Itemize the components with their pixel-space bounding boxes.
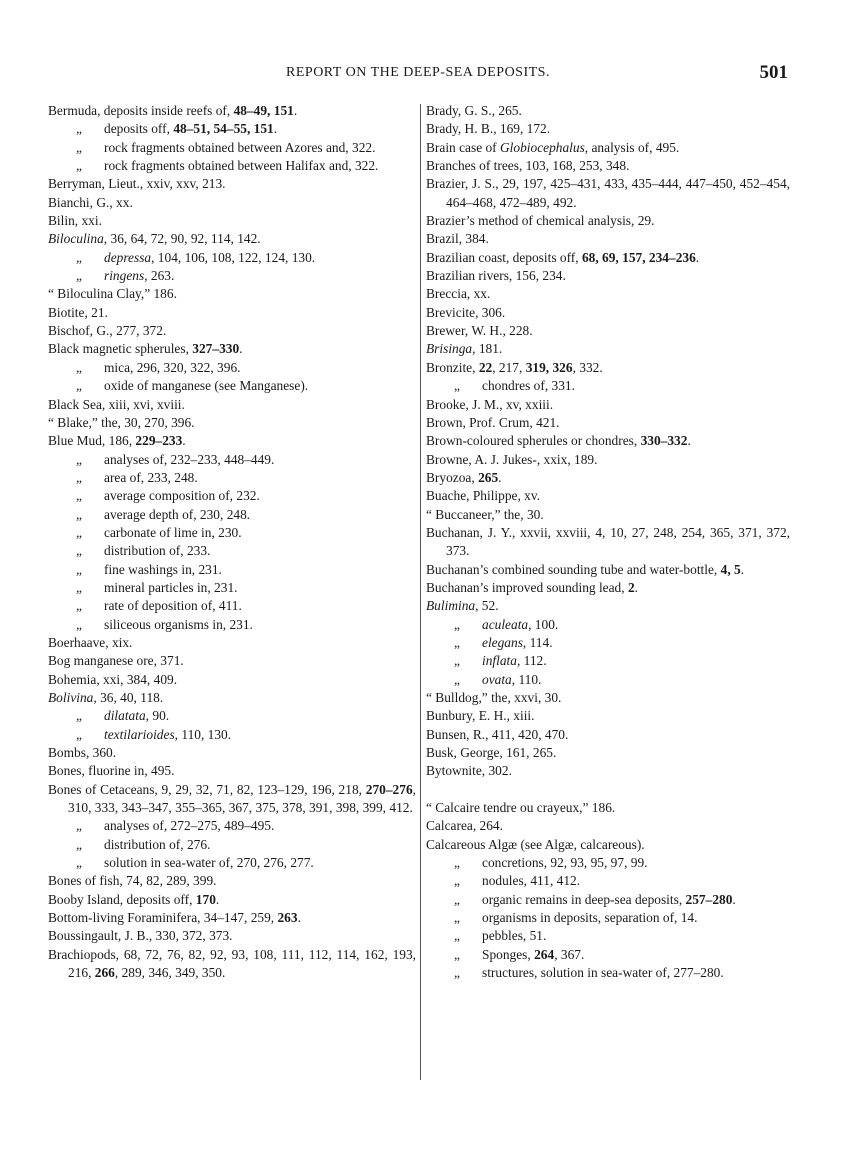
entry-bold-pages: 270–276	[365, 781, 413, 797]
index-subentry	[48, 249, 416, 267]
entry-text: Brevicite, 306.	[426, 304, 506, 320]
index-subentry	[48, 542, 416, 560]
ditto-mark: „	[454, 634, 460, 650]
index-entry	[48, 340, 416, 358]
entry-text: , 110, 130.	[174, 726, 232, 742]
entry-text: fine washings in, 231.	[104, 561, 222, 577]
index-entry	[426, 726, 790, 744]
index-subentry	[426, 927, 790, 945]
entry-text: , analysis of, 495.	[584, 139, 680, 155]
entry-text: deposits off,	[104, 121, 174, 137]
entry-text: , 114.	[522, 634, 553, 650]
ditto-mark: „	[76, 579, 82, 595]
index-subentry	[48, 139, 416, 157]
entry-text: , 104, 106, 108, 122, 124, 130.	[151, 249, 316, 265]
index-entry	[48, 652, 416, 670]
index-entry	[426, 102, 790, 120]
ditto-mark: „	[76, 158, 82, 174]
index-subentry	[48, 726, 416, 744]
entry-text: Brown-coloured spherules or chondres,	[426, 433, 641, 449]
entry-text: Brain case of	[426, 139, 500, 155]
ditto-mark: „	[76, 818, 82, 834]
entry-text: “ Bulldog,” the, xxvi, 30.	[426, 690, 562, 705]
index-entry	[48, 285, 416, 303]
entry-text: Browne, A. J. Jukes-, xxix, 189.	[426, 451, 598, 467]
entry-text: nodules, 411, 412.	[482, 873, 581, 889]
entry-text: organic remains in deep-sea deposits,	[482, 891, 686, 907]
ditto-mark: „	[454, 946, 460, 962]
entry-text: oxide of manganese (see Manganese).	[104, 378, 309, 394]
entry-text: structures, solution in sea-water of, 277–280.	[482, 965, 724, 981]
entry-text: .	[297, 910, 301, 926]
entry-text: , 310, 333, 343–347, 355–365, 367, 375, 378, 391, 398, 399, 412.	[68, 781, 416, 816]
entry-text: Brachiopods, 68, 72, 76, 82, 92, 93, 108, 111, 112, 114, 162, 193, 216,	[48, 946, 416, 981]
entry-text: .	[239, 341, 243, 357]
index-entry	[426, 597, 790, 615]
ditto-mark: „	[76, 268, 82, 284]
entry-text: pebbles, 51.	[482, 928, 547, 944]
index-subentry	[426, 964, 790, 982]
index-subentry	[48, 597, 416, 615]
index-subentry	[426, 377, 790, 395]
entry-text: , 100.	[528, 616, 559, 632]
ditto-mark: „	[76, 708, 82, 724]
index-entry	[426, 762, 790, 780]
index-subentry	[426, 872, 790, 890]
entry-text: , 36, 40, 118.	[93, 690, 164, 705]
index-entry	[426, 120, 790, 138]
entry-text: Bottom-living Foraminifera, 34–147, 259,	[48, 910, 278, 926]
entry-text: distribution of, 276.	[104, 836, 211, 852]
entry-text: Bombs, 360.	[48, 745, 117, 761]
entry-bold-pages: 170	[195, 891, 216, 907]
entry-text: rock fragments obtained between Halifax and, 322.	[104, 158, 379, 174]
index-subentry	[48, 524, 416, 542]
entry-bold-pages: 265	[478, 469, 499, 485]
index-entry	[426, 506, 790, 524]
entry-text: siliceous organisms in, 231.	[104, 616, 253, 632]
entry-bold-pages: 319, 326	[525, 359, 573, 375]
entry-text: Brady, G. S., 265.	[426, 103, 522, 118]
page-number: 501	[759, 62, 788, 83]
entry-text: Bones of Cetaceans, 9, 29, 32, 71, 82, 123–129, 196, 218,	[48, 781, 366, 797]
entry-text: distribution of, 233.	[104, 543, 211, 559]
entry-text: Brazier’s method of chemical analysis, 29.	[426, 213, 655, 229]
entry-text: , 52.	[475, 598, 499, 614]
entry-text: , 36, 64, 72, 90, 92, 114, 142.	[103, 231, 261, 247]
index-entry	[426, 157, 790, 175]
entry-text: Brazil, 384.	[426, 231, 489, 247]
entry-text: “ Buccaneer,” the, 30.	[426, 506, 544, 522]
index-subentry	[426, 634, 790, 652]
entry-italic: depressa	[104, 249, 152, 265]
ditto-mark: „	[76, 836, 82, 852]
entry-text: solution in sea-water of, 270, 276, 277.	[104, 855, 314, 871]
index-entry	[426, 212, 790, 230]
entry-text: .	[740, 561, 745, 577]
entry-text: Berryman, Lieut., xxiv, xxv, 213.	[48, 176, 226, 192]
index-entry	[48, 946, 416, 983]
entry-text: Busk, George, 161, 265.	[426, 745, 557, 761]
entry-text: Brewer, W. H., 228.	[426, 323, 533, 339]
entry-text: organisms in deposits, separation of, 14.	[482, 910, 698, 926]
entry-text: concretions, 92, 93, 95, 97, 99.	[482, 855, 648, 871]
index-subentry	[426, 891, 790, 909]
index-subentry	[48, 579, 416, 597]
entry-text: Brazilian coast, deposits off,	[426, 249, 582, 265]
entry-text: .	[215, 891, 220, 907]
entry-bold-pages: 266	[94, 965, 115, 981]
entry-text: Black magnetic spherules,	[48, 341, 193, 357]
entry-text: , 289, 346, 349, 350.	[114, 965, 226, 981]
ditto-mark: „	[76, 469, 82, 485]
index-subentry	[48, 120, 416, 138]
entry-text: Brown, Prof. Crum, 421.	[426, 414, 560, 430]
ditto-mark: „	[454, 891, 460, 907]
entry-text: Bunbury, E. H., xiii.	[426, 708, 535, 724]
entry-italic: Biloculina	[48, 231, 104, 247]
index-subentry	[426, 946, 790, 964]
index-entry	[426, 469, 790, 487]
entry-text: .	[634, 579, 639, 595]
index-entry	[426, 744, 790, 762]
entry-text: Brady, H. B., 169, 172.	[426, 121, 551, 137]
index-entry	[48, 634, 416, 652]
entry-text: area of, 233, 248.	[104, 469, 198, 485]
ditto-mark: „	[76, 378, 82, 394]
ditto-mark: „	[76, 726, 82, 742]
entry-text: mineral particles in, 231.	[104, 579, 238, 595]
entry-text: mica, 296, 320, 322, 396.	[104, 359, 241, 375]
entry-text: Bronzite,	[426, 359, 479, 375]
index-entry	[426, 487, 790, 505]
running-head: REPORT ON THE DEEP-SEA DEPOSITS.	[286, 65, 550, 80]
index-entry	[48, 194, 416, 212]
entry-italic: ovata	[482, 671, 512, 687]
entry-text: .	[498, 469, 502, 485]
entry-text: Bryozoa,	[426, 469, 479, 485]
entry-text: rock fragments obtained between Azores and, 322.	[104, 139, 376, 155]
ditto-mark: „	[76, 598, 82, 614]
index-entry	[426, 285, 790, 303]
entry-italic: aculeata	[482, 616, 529, 632]
entry-bold-pages: 264	[534, 946, 555, 962]
entry-text: Black Sea, xiii, xvi, xviii.	[48, 396, 185, 412]
ditto-mark: „	[454, 616, 460, 632]
ditto-mark: „	[76, 506, 82, 522]
index-entry	[48, 304, 416, 322]
entry-text: Calcarea, 264.	[426, 818, 503, 834]
ditto-mark: „	[454, 873, 460, 889]
entry-text: , 90.	[145, 708, 170, 724]
entry-italic: Brisinga	[426, 341, 473, 357]
index-entry	[426, 267, 790, 285]
index-entry	[48, 927, 416, 945]
index-entry	[48, 230, 416, 248]
entry-text: , 217,	[492, 359, 526, 375]
entry-bold-pages: 48–49, 151	[233, 103, 294, 118]
index-entry	[426, 175, 790, 212]
entry-text: , 112.	[516, 653, 547, 669]
index-entry	[48, 909, 416, 927]
index-subentry	[48, 469, 416, 487]
entry-text: analyses of, 232–233, 448–449.	[104, 451, 275, 467]
ditto-mark: „	[454, 928, 460, 944]
index-entry	[48, 396, 416, 414]
ditto-mark: „	[76, 121, 82, 137]
index-entry	[48, 432, 416, 450]
index-entry	[48, 689, 416, 707]
ditto-mark: „	[454, 378, 460, 394]
index-entry	[48, 762, 416, 780]
index-entry	[426, 396, 790, 414]
index-entry	[426, 340, 790, 358]
index-entry	[426, 689, 790, 707]
entry-text: Boussingault, J. B., 330, 372, 373.	[48, 928, 233, 944]
column-divider	[420, 104, 421, 1080]
entry-text: Buchanan’s improved sounding lead,	[426, 579, 628, 595]
entry-text: Breccia, xx.	[426, 286, 491, 302]
index-entry	[426, 304, 790, 322]
entry-text: Bones of fish, 74, 82, 289, 399.	[48, 873, 217, 889]
index-entry	[48, 872, 416, 890]
index-entry	[426, 414, 790, 432]
index-entry	[426, 322, 790, 340]
entry-bold-pages: 229–233	[135, 433, 183, 449]
entry-text: Buache, Philippe, xv.	[426, 488, 541, 504]
index-subentry	[48, 561, 416, 579]
index-entry	[426, 836, 790, 854]
entry-text: .	[687, 433, 691, 449]
page-header	[48, 62, 788, 86]
index-entry	[426, 817, 790, 835]
index-entry	[48, 414, 416, 432]
index-subentry	[48, 451, 416, 469]
entry-text: rate of deposition of, 411.	[104, 598, 242, 614]
index-entry	[426, 579, 790, 597]
ditto-mark: „	[76, 543, 82, 559]
index-entry	[48, 102, 416, 120]
entry-text: .	[273, 121, 278, 137]
entry-italic: textilarioides	[104, 726, 175, 742]
entry-text: chondres of, 331.	[482, 378, 575, 394]
index-entry	[426, 359, 790, 377]
entry-text: Buchanan, J. Y., xxvii, xxviii, 4, 10, 27, 248, 254, 365, 371, 372, 373.	[426, 524, 790, 559]
entry-text: Bones, fluorine in, 495.	[48, 763, 175, 779]
index-subentry	[48, 359, 416, 377]
entry-italic: ringens	[104, 268, 145, 284]
ditto-mark: „	[76, 855, 82, 871]
entry-text: , 110.	[511, 671, 542, 687]
entry-text: Bianchi, G., xx.	[48, 194, 133, 210]
entry-bold-pages: 257–280	[685, 891, 733, 907]
entry-italic: Bolivina	[48, 690, 94, 705]
ditto-mark: „	[454, 855, 460, 871]
index-entry	[48, 744, 416, 762]
index-entry	[426, 524, 790, 561]
index-subentry	[48, 267, 416, 285]
index-entry	[48, 671, 416, 689]
index-entry	[426, 451, 790, 469]
index-entry	[426, 561, 790, 579]
entry-text: , 263.	[144, 268, 175, 284]
entry-italic: dilatata	[104, 708, 146, 724]
entry-text: Brooke, J. M., xv, xxiii.	[426, 396, 554, 412]
index-subentry	[48, 157, 416, 175]
index-column-right	[426, 102, 790, 983]
entry-text: Bog manganese ore, 371.	[48, 653, 184, 669]
entry-text: Booby Island, deposits off,	[48, 891, 196, 907]
entry-text: Boerhaave, xix.	[48, 634, 133, 650]
entry-text: “ Calcaire tendre ou crayeux,” 186.	[426, 800, 616, 816]
index-subentry	[48, 616, 416, 634]
entry-text: Blue Mud, 186,	[48, 433, 136, 449]
index-entry	[426, 432, 790, 450]
entry-text: , 367.	[554, 946, 585, 962]
entry-bold-pages: 330–332	[640, 433, 688, 449]
index-subentry	[426, 616, 790, 634]
entry-text: average composition of, 232.	[104, 488, 260, 504]
ditto-mark: „	[454, 910, 460, 926]
index-entry	[48, 891, 416, 909]
ditto-mark: „	[454, 965, 460, 981]
entry-text: carbonate of lime in, 230.	[104, 524, 242, 540]
ditto-mark: „	[454, 671, 460, 687]
index-entry	[426, 139, 790, 157]
index-subentry	[48, 854, 416, 872]
ditto-mark: „	[454, 653, 460, 669]
ditto-mark: „	[76, 249, 82, 265]
index-entry	[48, 175, 416, 193]
entry-text: “ Biloculina Clay,” 186.	[48, 286, 177, 302]
index-subentry	[426, 671, 790, 689]
index-subentry	[48, 506, 416, 524]
index-subentry	[48, 707, 416, 725]
index-entry	[48, 781, 416, 818]
entry-italic: elegans	[482, 634, 523, 650]
entry-text: Biotite, 21.	[48, 304, 108, 320]
entry-text: Bytownite, 302.	[426, 763, 512, 779]
entry-text: Bermuda, deposits inside reefs of,	[48, 103, 234, 118]
ditto-mark: „	[76, 616, 82, 632]
ditto-mark: „	[76, 359, 82, 375]
entry-italic: inflata	[482, 653, 517, 669]
entry-italic: Bulimina	[426, 598, 476, 614]
entry-text: average depth of, 230, 248.	[104, 506, 251, 522]
entry-text: Buchanan’s combined sounding tube and water-bottle,	[426, 561, 721, 577]
entry-text: Bischof, G., 277, 372.	[48, 323, 167, 339]
index-entry	[426, 230, 790, 248]
entry-text: .	[695, 249, 700, 265]
section-gap	[426, 781, 790, 799]
index-entry	[426, 707, 790, 725]
entry-italic: Globiocephalus	[500, 139, 585, 155]
entry-text: Bohemia, xxi, 384, 409.	[48, 671, 178, 687]
entry-text: .	[182, 433, 186, 449]
ditto-mark: „	[76, 488, 82, 504]
index-subentry	[48, 377, 416, 395]
index-subentry	[426, 909, 790, 927]
entry-text: Branches of trees, 103, 168, 253, 348.	[426, 158, 630, 174]
ditto-mark: „	[76, 139, 82, 155]
index-subentry	[426, 854, 790, 872]
ditto-mark: „	[76, 524, 82, 540]
index-entry	[48, 212, 416, 230]
entry-bold-pages: 327–330	[192, 341, 240, 357]
index-subentry	[48, 487, 416, 505]
entry-text: , 332.	[572, 359, 603, 375]
index-subentry	[48, 817, 416, 835]
index-entry	[426, 249, 790, 267]
entry-text: Calcareous Algæ (see Algæ, calcareous).	[426, 836, 645, 852]
entry-text: , 181.	[472, 341, 503, 357]
entry-text: Bilin, xxi.	[48, 213, 102, 229]
ditto-mark: „	[76, 561, 82, 577]
entry-text: Brazier, J. S., 29, 197, 425–431, 433, 435–444, 447–450, 452–454, 464–468, 472–489, 492.	[426, 176, 790, 210]
entry-bold-pages: 2	[627, 579, 635, 595]
entry-bold-pages: 48–51, 54–55, 151	[173, 121, 274, 137]
index-subentry	[48, 836, 416, 854]
entry-bold-pages: 263	[277, 910, 298, 926]
ditto-mark: „	[76, 451, 82, 467]
entry-bold-pages: 68, 69, 157, 234–236	[581, 249, 696, 265]
entry-text: .	[293, 103, 298, 118]
entry-text: analyses of, 272–275, 489–495.	[104, 818, 275, 834]
entry-text: “ Blake,” the, 30, 270, 396.	[48, 414, 195, 430]
index-entry	[48, 322, 416, 340]
entry-text: Bunsen, R., 411, 420, 470.	[426, 726, 569, 742]
entry-bold-pages: 22	[478, 359, 493, 375]
index-column-left	[48, 102, 416, 983]
entry-text: Brazilian rivers, 156, 234.	[426, 268, 566, 284]
index-subentry	[426, 652, 790, 670]
entry-text: Sponges,	[482, 946, 535, 962]
entry-text: .	[732, 891, 736, 907]
index-entry	[426, 799, 790, 817]
entry-bold-pages: 4, 5	[720, 561, 741, 577]
